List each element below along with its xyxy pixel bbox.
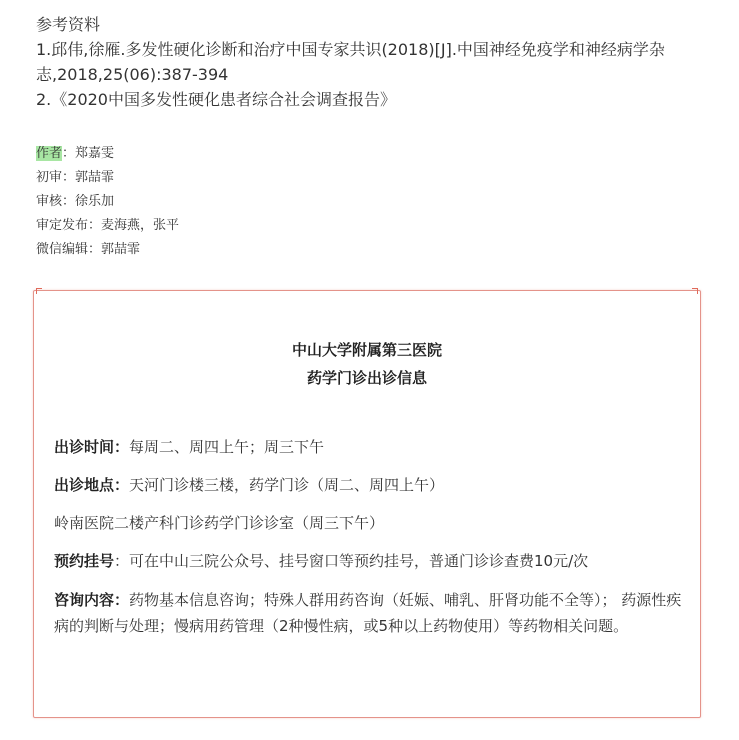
reference-item-1-line-2: 志,2018,25(06):387-394 (36, 65, 229, 84)
clinic-booking-value: ：可在中山三院公众号、挂号窗口等预约挂号，普通门诊诊查费10元/次 (114, 552, 589, 570)
wechat-editor-line: 微信编辑：郭喆霏 (36, 242, 141, 257)
clinic-place-value: 天河门诊楼三楼，药学门诊（周二、周四上午） (129, 476, 445, 494)
reference-item-1-line-1: 1.邱伟,徐雁.多发性硬化诊断和治疗中国专家共识(2018)[J].中国神经免疫学和神经病学杂 (36, 40, 665, 59)
clinic-consult-value: 药物基本信息咨询；特殊人群用药咨询（妊娠、哺乳、肝肾功能不全等）； 药源性疾病的判断与处理；慢病用药管理（2种慢性病，或5种以上药物使用）等药物相关问题。 (54, 591, 682, 635)
clinic-info-card (33, 290, 701, 718)
clinic-time-label: 出诊时间： (54, 438, 130, 456)
corner-decoration-left (36, 288, 42, 294)
corner-decoration-right (692, 288, 698, 294)
clinic-place-secondary: 岭南医院二楼产科门诊药学门诊诊室（周三下午） (54, 514, 385, 532)
hospital-name: 中山大学附属第三医院 (291, 341, 442, 359)
clinic-consult-label: 咨询内容： (54, 591, 130, 609)
author-line (36, 142, 179, 166)
clinic-time-value: 每周二、周四上午；周三下午 (129, 438, 325, 456)
clinic-place-label: 出诊地点： (54, 476, 130, 494)
publish-line: 审定发布：麦海燕，张平 (36, 218, 180, 233)
clinic-consult (54, 587, 684, 639)
author-label: 作者 (36, 146, 63, 161)
clinic-time (54, 436, 324, 457)
clinic-booking-label: 预约挂号 (54, 552, 115, 570)
clinic-subtitle: 药学门诊出诊信息 (306, 369, 427, 387)
first-review-line: 初审：郭喆霏 (36, 170, 115, 185)
author-name: ：郑嘉雯 (62, 146, 115, 161)
clinic-booking (54, 550, 588, 571)
review-line: 审核：徐乐加 (36, 194, 115, 209)
reference-item-2: 2.《2020中国多发性硬化患者综合社会调查报告》 (36, 90, 396, 109)
references-heading: 参考资料 (36, 15, 101, 34)
credits-section (36, 142, 179, 262)
clinic-place (54, 474, 444, 495)
references-section (36, 12, 706, 112)
